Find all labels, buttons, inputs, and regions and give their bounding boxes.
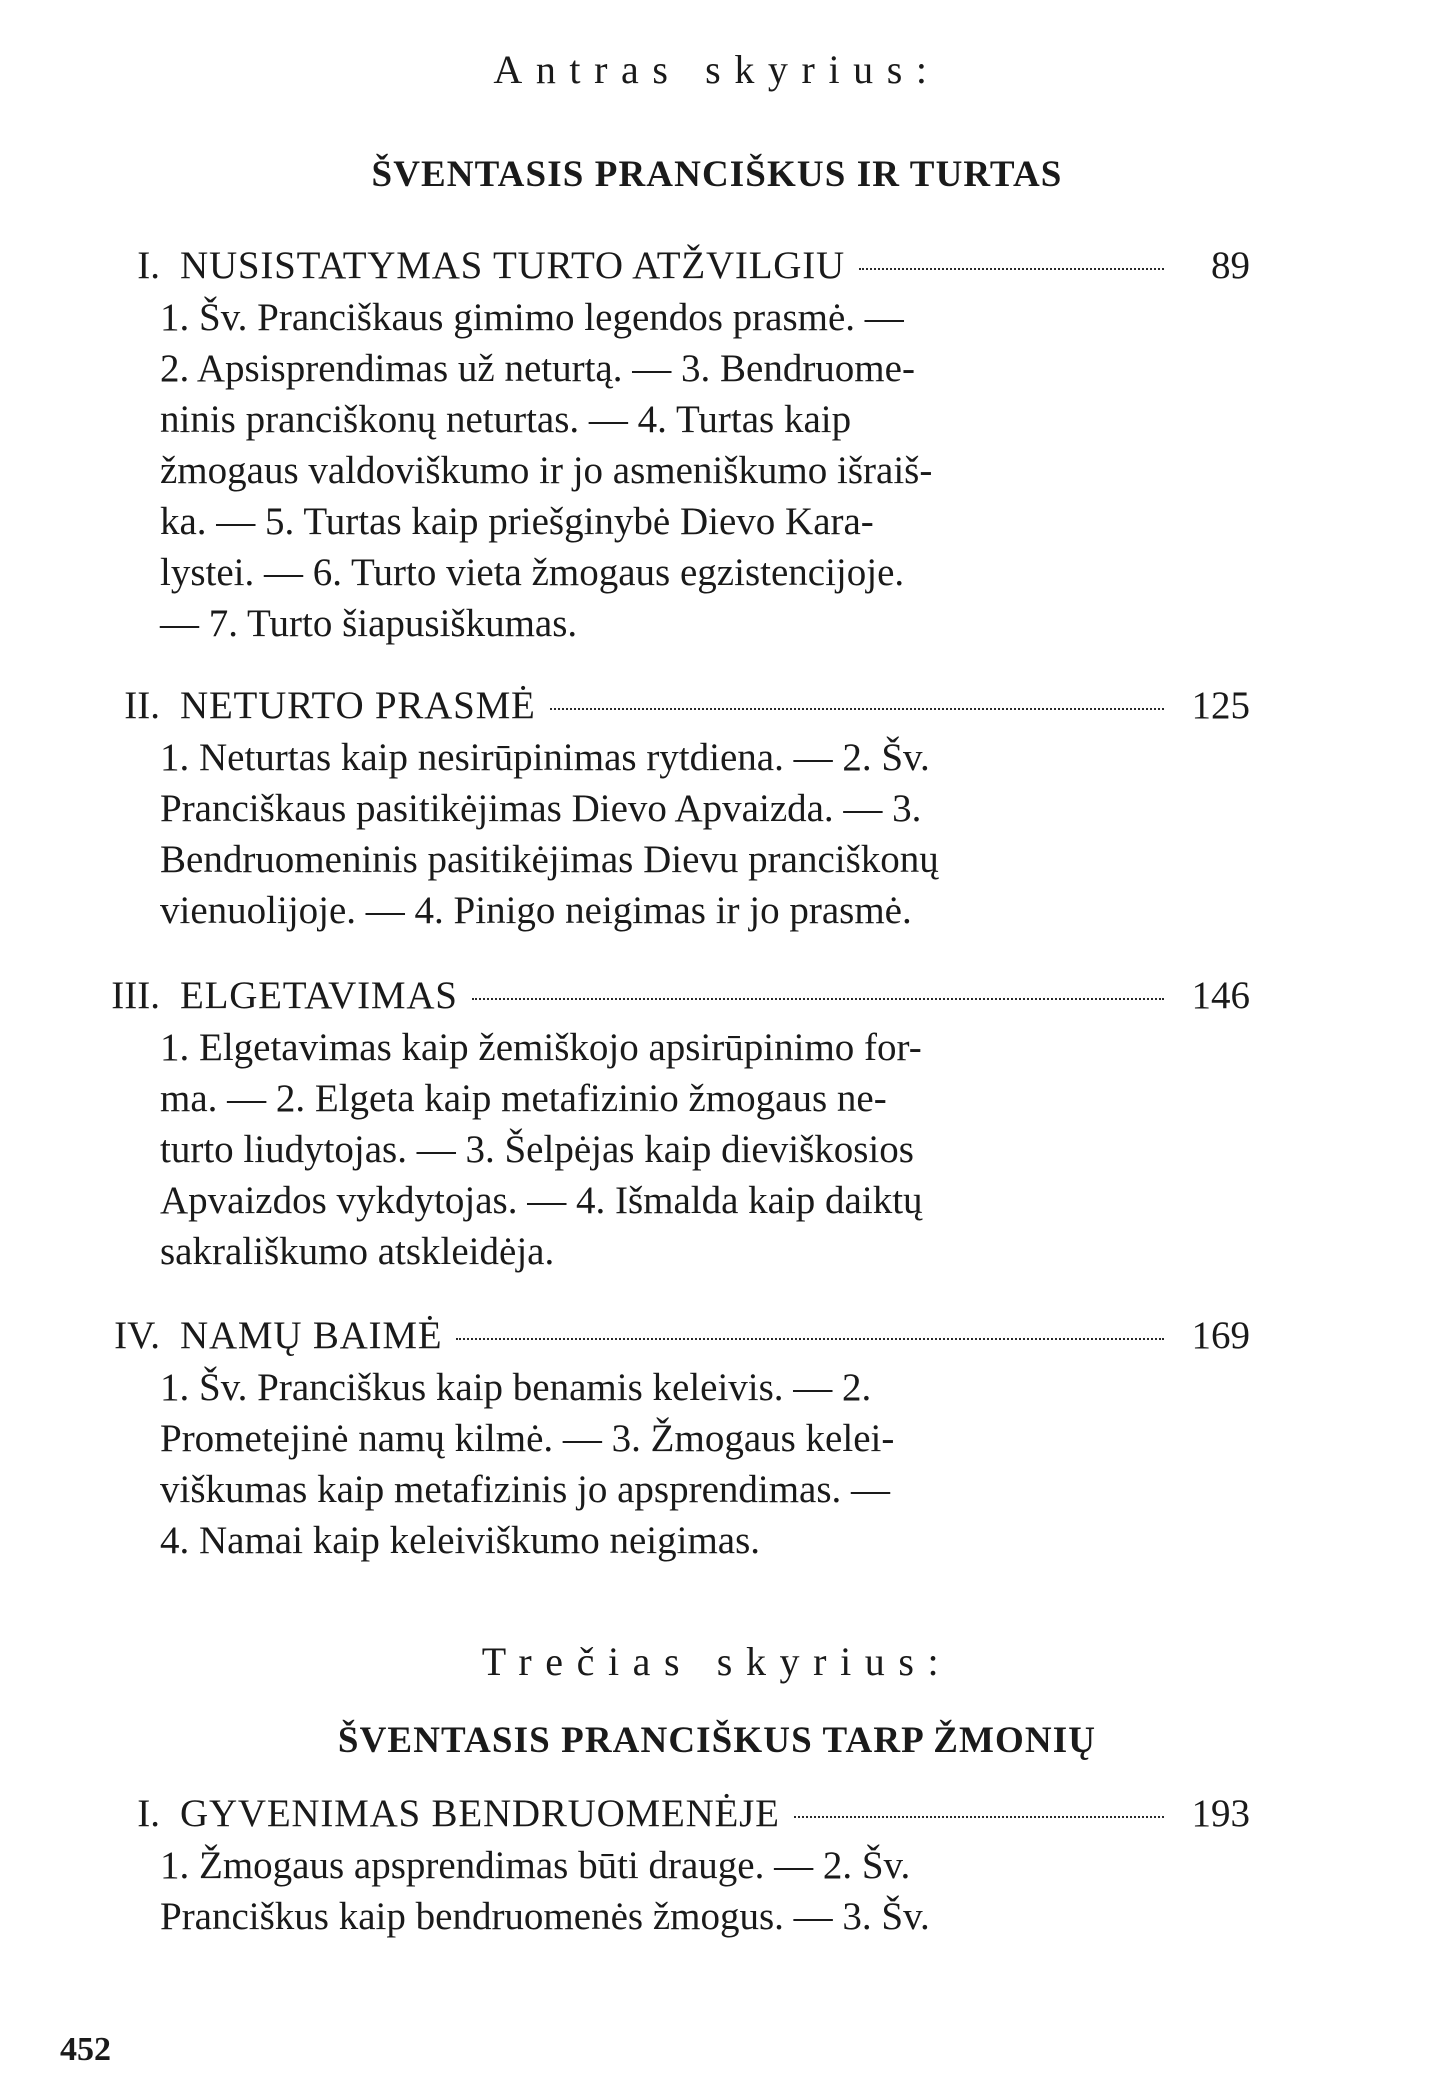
description-line: 1. Šv. Pranciškus kaip benamis keleivis. — 2. xyxy=(160,1366,872,1409)
toc-entry-heading-row xyxy=(60,1310,1250,1362)
toc-entry-description xyxy=(160,732,1160,936)
toc-entry-number: IV. xyxy=(114,1314,160,1357)
toc-entry-page: 125 xyxy=(1191,684,1250,727)
toc-entry-number: II. xyxy=(124,684,160,727)
dot-leader xyxy=(472,998,1164,1000)
toc-entry-number: I. xyxy=(137,1792,160,1835)
page-number: 452 xyxy=(60,2031,111,2068)
toc-entry xyxy=(60,240,1250,649)
toc-entry-description xyxy=(160,1362,1160,1566)
description-line: 4. Namai kaip keleiviškumo neigimas. xyxy=(160,1519,761,1562)
description-line: lystei. — 6. Turto vieta žmogaus egzistencijoje. xyxy=(160,551,905,594)
chapter-3-title: ŠVENTASIS PRANCIŠKUS TARP ŽMONIŲ xyxy=(337,1720,1097,1761)
toc-entry-page: 146 xyxy=(1191,974,1250,1017)
toc-entry xyxy=(60,1788,1250,1942)
description-line: Pranciškus kaip bendruomenės žmogus. — 3. Šv. xyxy=(160,1895,930,1938)
description-line: Bendruomeninis pasitikėjimas Dievu pranciškonų xyxy=(160,838,939,881)
chapter-3-label: Trečias skyrius: xyxy=(481,1639,953,1684)
description-line: Pranciškaus pasitikėjimas Dievo Apvaizda. — 3. xyxy=(160,787,922,830)
toc-entry-description xyxy=(160,1840,1160,1942)
toc-entry-number: I. xyxy=(137,244,160,287)
toc-entry-heading-row xyxy=(60,970,1250,1022)
description-line: vienuolijoje. — 4. Pinigo neigimas ir jo prasmė. xyxy=(160,889,912,932)
description-line: 1. Elgetavimas kaip žemiškojo apsirūpinimo for- xyxy=(160,1026,922,1069)
description-line: turto liudytojas. — 3. Šelpėjas kaip dieviškosios xyxy=(160,1128,914,1171)
toc-entry-heading: NAMŲ BAIMĖ xyxy=(180,1314,443,1357)
description-line: viškumas kaip metafizinis jo apsprendimas. — xyxy=(160,1468,891,1511)
chapter-2-label: Antras skyrius: xyxy=(493,47,941,92)
description-line: 2. Apsisprendimas už neturtą. — 3. Bendruome- xyxy=(160,347,915,390)
description-line: sakrališkumo atskleidėja. xyxy=(160,1230,555,1273)
toc-entry-description xyxy=(160,1022,1160,1277)
description-line: 1. Šv. Pranciškaus gimimo legendos prasmė. — xyxy=(160,296,904,339)
description-line: Prometejinė namų kilmė. — 3. Žmogaus kelei- xyxy=(160,1417,895,1460)
toc-entry-heading: NETURTO PRASMĖ xyxy=(180,684,536,727)
toc-entry-heading-row xyxy=(60,680,1250,732)
dot-leader xyxy=(794,1816,1164,1818)
dot-leader xyxy=(456,1338,1164,1340)
toc-entry-heading-row xyxy=(60,240,1250,292)
description-line: ka. — 5. Turtas kaip priešginybė Dievo Kara- xyxy=(160,500,874,543)
toc-entry-page: 169 xyxy=(1191,1314,1250,1357)
chapter-2-title: ŠVENTASIS PRANCIŠKUS IR TURTAS xyxy=(371,154,1063,195)
toc-entry-description xyxy=(160,292,1160,649)
toc-entry-heading: GYVENIMAS BENDRUOMENĖJE xyxy=(180,1792,780,1835)
toc-entry-page: 193 xyxy=(1191,1792,1250,1835)
description-line: — 7. Turto šiapusiškumas. xyxy=(160,602,578,645)
dot-leader xyxy=(550,708,1164,710)
description-line: ninis pranciškonų neturtas. — 4. Turtas kaip xyxy=(160,398,852,441)
description-line: Apvaizdos vykdytojas. — 4. Išmalda kaip daiktų xyxy=(160,1179,923,1222)
toc-entry xyxy=(60,970,1250,1277)
toc-entry-page: 89 xyxy=(1211,244,1250,287)
description-line: ma. — 2. Elgeta kaip metafizinio žmogaus ne- xyxy=(160,1077,887,1120)
toc-entry xyxy=(60,680,1250,936)
dot-leader xyxy=(859,268,1164,270)
toc-entry xyxy=(60,1310,1250,1566)
toc-entry-heading-row xyxy=(60,1788,1250,1840)
description-line: 1. Neturtas kaip nesirūpinimas rytdiena. — 2. Šv. xyxy=(160,736,930,779)
description-line: 1. Žmogaus apsprendimas būti drauge. — 2. Šv. xyxy=(160,1844,911,1887)
toc-entry-heading: ELGETAVIMAS xyxy=(180,974,458,1017)
toc-entry-number: III. xyxy=(111,974,160,1017)
toc-entry-heading: NUSISTATYMAS TURTO ATŽVILGIU xyxy=(180,244,845,287)
description-line: žmogaus valdoviškumo ir jo asmeniškumo išraiš- xyxy=(160,449,933,492)
